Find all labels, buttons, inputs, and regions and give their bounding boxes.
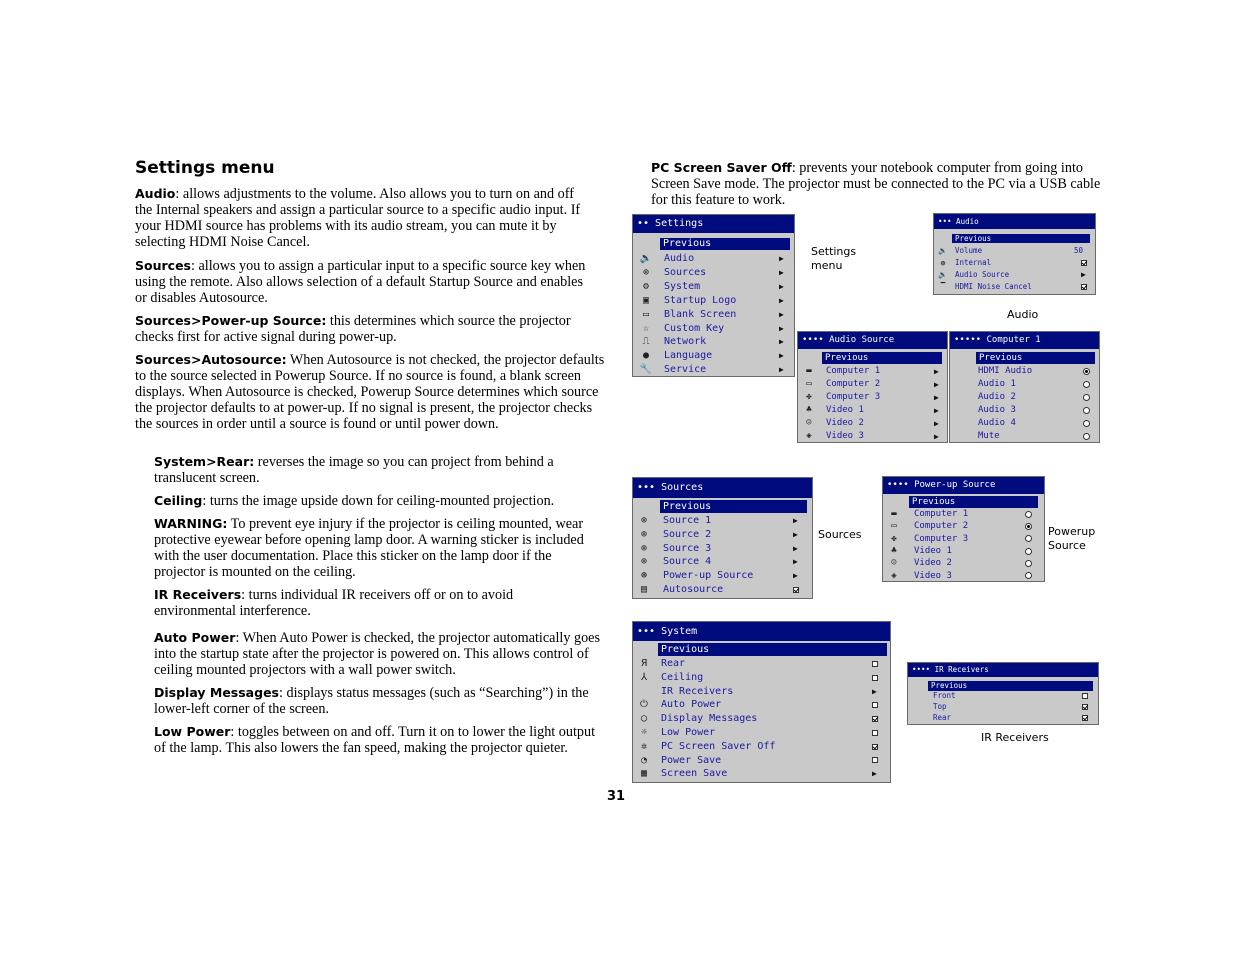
submenu-arrow-icon: ▶: [779, 337, 784, 347]
warning-paragraph: [154, 516, 604, 580]
ceiling-icon: ⅄: [640, 671, 648, 683]
menu-item-label: Mute: [978, 431, 1000, 441]
menu-item-source-1[interactable]: [633, 514, 812, 528]
submenu-arrow-icon: ▶: [793, 557, 798, 567]
menu-item-label: Computer 3: [914, 533, 969, 544]
submenu-arrow-icon: ▶: [934, 406, 939, 415]
submenu-arrow-icon: ▶: [934, 419, 939, 428]
checkbox-unchecked[interactable]: [872, 730, 878, 736]
menu-item-label: Power Save: [661, 754, 722, 766]
submenu-arrow-icon: ▶: [934, 432, 939, 441]
submenu-arrow-icon: ▶: [779, 295, 784, 305]
menu-item-label: Volume: [955, 246, 983, 255]
submenu-arrow-icon: ▶: [793, 571, 798, 581]
powerup-caption: Powerup Source: [1048, 525, 1096, 552]
computer1-menu: [949, 331, 1100, 443]
audio-caption: Audio: [1007, 308, 1039, 321]
menu-item-label: Sources: [664, 266, 707, 278]
menu-item-video-1[interactable]: [798, 404, 947, 417]
menu-item-source-3[interactable]: [633, 542, 812, 556]
menu-item-source-4[interactable]: [633, 555, 812, 569]
menu-item-service[interactable]: [633, 363, 794, 377]
menu-item-video-1[interactable]: [883, 545, 1044, 557]
menu-item-label: Top: [933, 701, 947, 711]
checkbox-unchecked[interactable]: [872, 661, 878, 667]
radio-selected[interactable]: [1025, 523, 1032, 530]
menu-title: •••• Power-up Source: [883, 477, 1044, 494]
menu-title: ••• System: [633, 622, 890, 641]
source-icon: ⊚: [640, 556, 648, 568]
autosource-icon: ▤: [640, 584, 648, 595]
source-icon: ⊚: [642, 266, 650, 278]
hdmi-connector-icon: ▬: [806, 366, 812, 376]
submenu-arrow-icon: ▶: [779, 281, 784, 291]
description: this determines which source the projector checks first for active signal during power-up.: [135, 313, 571, 345]
monitor-icon: ▭: [806, 379, 812, 389]
description: : turns individual IR receivers off or on to avoid environmental interference.: [154, 587, 514, 619]
menu-item-label: Computer 3: [826, 392, 881, 402]
menu-item-label: Language: [664, 350, 713, 362]
description: : toggles between on and off. Turn it on to lower the light output of the lamp. This also lowers the fan speed, making the projector quieter.: [154, 724, 596, 756]
menu-item-audio-1[interactable]: [950, 378, 1099, 391]
submenu-arrow-icon: ▶: [1081, 270, 1086, 279]
menu-item-mute[interactable]: [950, 430, 1099, 443]
sources-menu: [632, 477, 813, 599]
previous-item[interactable]: Previous: [658, 643, 887, 656]
ir-caption: IR Receivers: [981, 731, 1049, 744]
checkbox-checked[interactable]: [1082, 704, 1088, 710]
radio-unselected[interactable]: [1025, 535, 1032, 542]
menu-item-power-save[interactable]: [633, 754, 890, 768]
term: System>Rear:: [154, 454, 255, 469]
submenu-arrow-icon: ▶: [934, 380, 939, 389]
video3-icon: ◈: [806, 431, 812, 441]
submenu-arrow-icon: ▶: [934, 367, 939, 376]
display-messages-paragraph: [154, 685, 604, 717]
menu-item-startup-logo[interactable]: [633, 294, 794, 308]
checkbox-checked[interactable]: [872, 744, 878, 750]
menu-title: •••• IR Receivers: [908, 663, 1098, 677]
submenu-arrow-icon: ▶: [793, 543, 798, 553]
menu-item-hdmi-audio[interactable]: [950, 365, 1099, 378]
lamp-icon: ☼: [640, 727, 648, 738]
settings-menu: [632, 214, 795, 377]
submenu-arrow-icon: ▶: [779, 254, 784, 263]
menu-item-audio[interactable]: [633, 252, 794, 266]
menu-item-label: PC Screen Saver Off: [661, 740, 776, 752]
menu-item-video-2[interactable]: [883, 557, 1044, 569]
menu-item-label: Audio 3: [978, 405, 1016, 415]
component-icon: ✤: [891, 533, 897, 544]
description: : displays status messages (such as “Searching”) in the lower-left corner of the screen.: [154, 685, 589, 717]
menu-item-label: Display Messages: [661, 713, 758, 725]
radio-unselected[interactable]: [1025, 560, 1032, 567]
menu-item-label: Source 4: [663, 556, 712, 568]
description: : prevents your notebook computer from going into Screen Save mode. The projector must be connected to the PC via a USB cable for this feature to work.: [651, 160, 1101, 208]
radio-unselected[interactable]: [1083, 420, 1090, 427]
menu-item-video-2[interactable]: [798, 417, 947, 430]
system-menu: [632, 621, 891, 783]
page-title: Settings menu: [135, 158, 275, 178]
blank-screen-icon: ▭: [642, 308, 650, 320]
menu-item-label: Service: [664, 364, 707, 376]
menu-title: ••• Sources: [633, 478, 812, 498]
menu-item-label: Audio 4: [978, 418, 1016, 428]
menu-item-label: Blank Screen: [664, 308, 737, 320]
previous-item[interactable]: Previous: [928, 681, 1093, 691]
term: Sources: [135, 258, 191, 273]
menu-item-label: Video 1: [826, 405, 864, 415]
checkbox-checked[interactable]: [793, 587, 799, 593]
menu-item-label: HDMI Noise Cancel: [955, 282, 1032, 291]
hdmi-connector-icon: ▬: [891, 509, 897, 519]
s-video-icon: ☺: [891, 558, 897, 569]
globe-icon: ●: [642, 350, 650, 362]
menu-item-system[interactable]: [633, 280, 794, 294]
page-number: 31: [607, 789, 626, 804]
speaker-icon: 🔉: [938, 246, 948, 255]
menu-item-label: Source 2: [663, 528, 712, 540]
system-rear-paragraph: [154, 454, 590, 486]
ir-receivers-paragraph: [154, 587, 594, 619]
low-power-paragraph: [154, 724, 604, 756]
autosource-paragraph: [135, 352, 605, 432]
menu-item-label: Auto Power: [661, 699, 722, 711]
menu-item-video-3[interactable]: [883, 570, 1044, 582]
submenu-arrow-icon: ▶: [872, 686, 877, 696]
description: : allows adjustments to the volume. Also allows you to turn on and off the Internal speakers and assign a particular source to a specific audio input. If your HDMI source has problems with its audio stream, you can mute it by selecting HDMI Noise Cancel.: [135, 186, 581, 250]
menu-item-screen-save[interactable]: [633, 767, 890, 781]
radio-unselected[interactable]: [1025, 548, 1032, 555]
description: : When Auto Power is checked, the projector automatically goes into the startup state after the projector is powered on. This allows control of ceiling mounted projectors with a wall power switch.: [154, 630, 601, 678]
menu-item-label: Computer 2: [826, 379, 881, 389]
menu-item-label: Source 1: [663, 515, 712, 526]
message-icon: ◯: [640, 713, 648, 725]
menu-item-computer-3[interactable]: [883, 533, 1044, 545]
submenu-arrow-icon: ▶: [779, 309, 784, 319]
menu-item-hdmi-noise-cancel[interactable]: [934, 281, 1095, 293]
source-icon: ⊚: [640, 542, 648, 554]
menu-item-computer-1[interactable]: [883, 508, 1044, 520]
description: reverses the image so you can project from behind a translucent screen.: [154, 454, 554, 486]
menu-title: ••• Audio: [934, 214, 1095, 229]
audio-source-menu: [797, 331, 948, 443]
checkbox-checked[interactable]: [1082, 715, 1088, 721]
radio-unselected[interactable]: [1025, 572, 1032, 579]
submenu-arrow-icon: ▶: [779, 351, 784, 361]
radio-unselected[interactable]: [1083, 381, 1090, 388]
term: Sources>Power-up Source:: [135, 313, 327, 328]
radio-unselected[interactable]: [1083, 433, 1090, 440]
menu-item-label: Video 3: [914, 570, 952, 581]
menu-item-label: Low Power: [661, 727, 716, 738]
wrench-icon: 🔧: [639, 364, 653, 376]
description: : allows you to assign a particular input to a specific source key when using the remote. Also allows selection of a default Startup Source and enables or disables Autosource.: [135, 258, 586, 306]
term: Sources>Autosource:: [135, 352, 287, 367]
menu-item-label: Network: [664, 336, 707, 348]
menu-item-ceiling[interactable]: [633, 671, 890, 685]
menu-item-custom-key[interactable]: [633, 322, 794, 336]
composite-icon: ♣: [806, 405, 812, 415]
menu-item-label: Internal: [955, 258, 992, 267]
monitor-icon: ▭: [891, 521, 897, 532]
menu-item-label: Audio: [664, 253, 695, 264]
menu-item-computer-2[interactable]: [798, 378, 947, 391]
menu-item-label: Startup Logo: [664, 294, 737, 306]
menu-item-label: Video 2: [826, 418, 864, 428]
menu-item-language[interactable]: [633, 349, 794, 363]
internal-speaker-icon: ◍: [940, 258, 946, 267]
menu-item-autosource[interactable]: [633, 583, 812, 597]
powerup-source-icon: ⊛: [640, 570, 648, 582]
term: IR Receivers: [154, 587, 242, 602]
menu-item-computer-1[interactable]: [798, 365, 947, 378]
menu-item-label: Computer 1: [914, 509, 969, 519]
menu-item-audio-2[interactable]: [950, 391, 1099, 404]
menu-item-label: Custom Key: [664, 322, 725, 334]
menu-item-rear[interactable]: [633, 657, 890, 671]
previous-item[interactable]: Previous: [660, 500, 807, 513]
radio-selected[interactable]: [1083, 368, 1090, 375]
menu-item-label: Rear: [933, 712, 952, 722]
menu-item-display-messages[interactable]: [633, 712, 890, 726]
screen-save-icon: ▦: [640, 768, 648, 780]
submenu-arrow-icon: ▶: [779, 267, 784, 277]
sources-paragraph: [135, 258, 591, 306]
network-icon: ⎍: [642, 336, 650, 348]
description: When Autosource is not checked, the projector defaults to the source selected in Powerup Source. If no source is found, a blank screen displays. When Autosource is checked, Powerup Source determines which source the projector defaults to at power-up. If no signal is present, the projector checks the sources in order until a source is found or until power down.: [135, 352, 605, 432]
menu-item-label: IR Receivers: [661, 685, 734, 697]
system-icon: ⚙: [642, 280, 650, 292]
menu-title: •••• Audio Source: [798, 332, 947, 349]
menu-item-power-up-source[interactable]: [633, 569, 812, 583]
video3-icon: ◈: [891, 570, 897, 581]
menu-item-label: Video 1: [914, 545, 952, 556]
ceiling-paragraph: [154, 493, 604, 509]
menu-item-auto-power[interactable]: [633, 698, 890, 712]
ir-receivers-menu: [907, 662, 1099, 725]
menu-item-label: Source 3: [663, 542, 712, 554]
menu-item-source-2[interactable]: [633, 528, 812, 542]
checkbox-unchecked[interactable]: [1082, 693, 1088, 699]
submenu-arrow-icon: ▶: [934, 393, 939, 402]
rear-icon: Я: [640, 658, 648, 669]
source-icon: ⊚: [640, 528, 648, 540]
powerup-source-paragraph: [135, 313, 591, 345]
powerup-source-menu: [882, 476, 1045, 582]
term: Low Power: [154, 724, 231, 739]
settings-caption: Settings menu: [811, 245, 857, 272]
power-save-icon: ◔: [640, 754, 648, 766]
submenu-arrow-icon: ▶: [793, 516, 798, 525]
menu-item-audio-3[interactable]: [950, 404, 1099, 417]
menu-item-label: Front: [933, 691, 956, 700]
audio-source-icon: 🔉: [938, 270, 948, 279]
menu-item-label: Audio Source: [955, 270, 1010, 279]
submenu-arrow-icon: ▶: [779, 365, 784, 375]
menu-item-volume[interactable]: [934, 245, 1095, 257]
term: Audio: [135, 186, 176, 201]
checkbox-unchecked[interactable]: [872, 702, 878, 708]
s-video-icon: ☺: [806, 418, 812, 428]
menu-item-ir-receivers[interactable]: [633, 685, 890, 699]
menu-item-label: Video 2: [914, 558, 952, 569]
term: Display Messages: [154, 685, 279, 700]
menu-title: ••••• Computer 1: [950, 332, 1099, 349]
menu-item-rear[interactable]: [908, 713, 1098, 724]
term: PC Screen Saver Off: [651, 160, 792, 175]
audio-paragraph: [135, 186, 591, 250]
previous-item[interactable]: Previous: [909, 496, 1038, 508]
previous-item[interactable]: Previous: [660, 238, 790, 250]
menu-item-label: Power-up Source: [663, 570, 754, 582]
menu-item-low-power[interactable]: [633, 726, 890, 740]
menu-item-label: Computer 1: [826, 366, 881, 376]
term: Ceiling: [154, 493, 203, 508]
checkbox-unchecked[interactable]: [872, 757, 878, 763]
menu-item-audio-4[interactable]: [950, 417, 1099, 430]
composite-icon: ♣: [891, 545, 897, 556]
previous-item[interactable]: Previous: [976, 352, 1095, 364]
menu-item-top[interactable]: [908, 702, 1098, 713]
menu-item-label: Ceiling: [661, 671, 704, 683]
component-icon: ✤: [806, 392, 812, 402]
menu-item-computer-3[interactable]: [798, 391, 947, 404]
menu-item-blank-screen[interactable]: [633, 308, 794, 322]
submenu-arrow-icon: ▶: [779, 323, 784, 333]
auto-power-icon: ⏻: [640, 699, 648, 711]
checkbox-unchecked[interactable]: [872, 675, 878, 681]
menu-item-front[interactable]: [908, 691, 1098, 702]
menu-item-network[interactable]: [633, 335, 794, 349]
pc-screen-saver-paragraph: [651, 160, 1101, 208]
menu-item-label: Audio 1: [978, 379, 1016, 389]
previous-item[interactable]: Previous: [952, 234, 1090, 243]
radio-unselected[interactable]: [1083, 407, 1090, 414]
submenu-arrow-icon: ▶: [872, 769, 877, 779]
screen-saver-icon: ✲: [640, 740, 648, 752]
checkbox-checked[interactable]: [1081, 284, 1087, 290]
star-icon: ☆: [642, 322, 650, 334]
value-readout: 50: [1074, 246, 1084, 255]
menu-item-pc-screen-saver-off[interactable]: [633, 740, 890, 754]
sources-caption: Sources: [818, 528, 862, 541]
menu-title: •• Settings: [633, 215, 794, 233]
description: To prevent eye injury if the projector is ceiling mounted, wear protective eyewear before opening lamp door. A warning sticker is included with the user documentation. Place this sticker on the lamp door if the projector is mounted on the ceiling.: [154, 516, 584, 580]
hdmi-icon: ▔: [940, 282, 946, 291]
menu-item-computer-2[interactable]: [883, 520, 1044, 532]
menu-item-video-3[interactable]: [798, 430, 947, 443]
logo-icon: ▣: [642, 294, 650, 306]
submenu-arrow-icon: ▶: [793, 529, 798, 539]
source-icon: ⊚: [640, 515, 648, 526]
menu-item-label: Video 3: [826, 431, 864, 441]
radio-unselected[interactable]: [1083, 394, 1090, 401]
menu-item-internal[interactable]: [934, 257, 1095, 269]
menu-item-label: HDMI Audio: [978, 366, 1033, 376]
menu-item-label: Audio 2: [978, 392, 1016, 402]
previous-item[interactable]: Previous: [822, 352, 942, 364]
term: WARNING:: [154, 516, 228, 531]
speaker-icon: 🔉: [639, 253, 653, 264]
menu-item-label: Autosource: [663, 584, 724, 595]
menu-item-label: System: [664, 280, 701, 292]
checkbox-checked[interactable]: [872, 716, 878, 722]
checkbox-checked[interactable]: [1081, 260, 1087, 266]
menu-item-label: Screen Save: [661, 768, 728, 780]
radio-unselected[interactable]: [1025, 511, 1032, 518]
menu-item-label: Rear: [661, 658, 686, 669]
description: : turns the image upside down for ceiling-mounted projection.: [202, 493, 555, 509]
auto-power-paragraph: [154, 630, 604, 678]
menu-item-label: Computer 2: [914, 521, 969, 532]
audio-menu: [933, 213, 1096, 295]
menu-item-audio-source[interactable]: [934, 269, 1095, 281]
term: Auto Power: [154, 630, 236, 645]
menu-item-sources[interactable]: [633, 266, 794, 280]
